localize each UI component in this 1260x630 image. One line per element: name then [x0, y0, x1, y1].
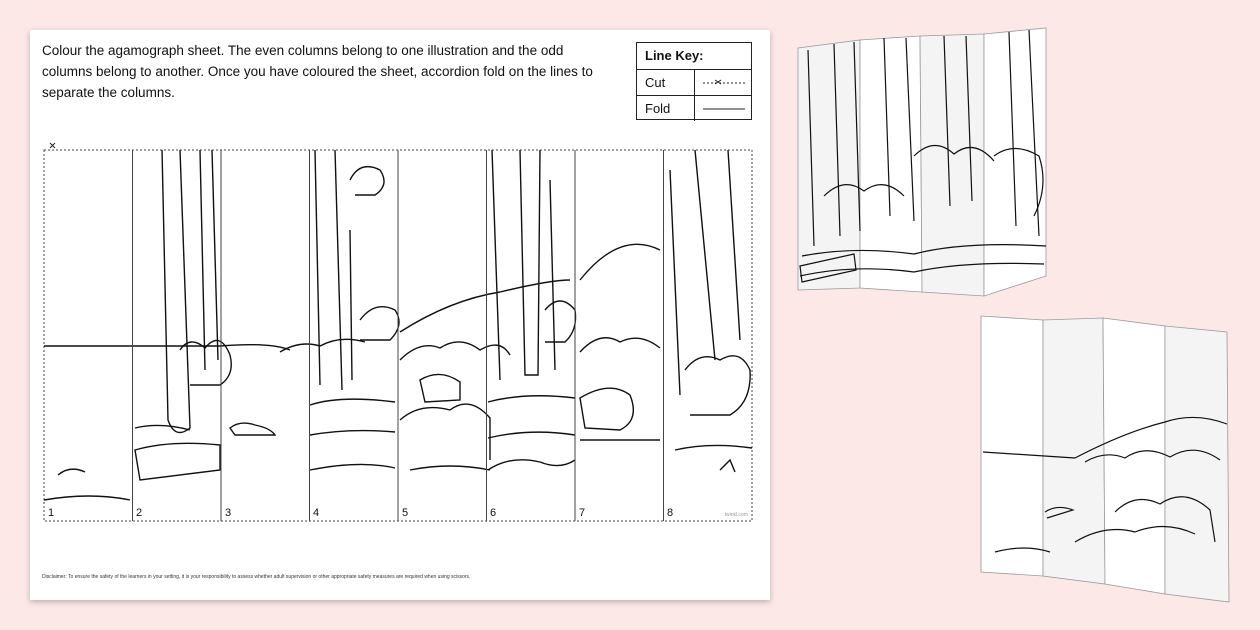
line-key-title: Line Key: — [637, 43, 751, 70]
column-number-3: 3 — [225, 507, 232, 519]
instructions-text: Colour the agamograph sheet. The even columns belong to one illustration and the odd columns belong to another. Once you have coloured the sheet, accordion fold on the lines to separate the columns. — [42, 43, 593, 100]
column-number-1: 1 — [48, 507, 55, 519]
column-numbers — [48, 507, 673, 519]
scissors-icon — [50, 143, 55, 148]
column-number-8: 8 — [667, 507, 674, 519]
agamograph-strips — [30, 30, 770, 600]
column-number-5: 5 — [402, 507, 409, 519]
fold-lines — [133, 150, 664, 521]
watermark: twinkl.com — [724, 512, 748, 518]
even-column-forest — [135, 150, 752, 480]
line-key-cut-label: Cut — [637, 70, 695, 95]
line-key-fold-label: Fold — [637, 96, 695, 121]
folded-agamograph-forest — [794, 26, 1054, 318]
column-number-6: 6 — [490, 507, 497, 519]
column-number-4: 4 — [313, 507, 320, 519]
folded-strips-landscape — [981, 316, 1229, 602]
column-number-2: 2 — [136, 507, 143, 519]
column-number-7: 7 — [579, 507, 586, 519]
agamograph-worksheet — [30, 30, 770, 600]
folded-agamograph-landscape — [975, 312, 1237, 604]
disclaimer-text: Disclaimer: To ensure the safety of the learners in your setting, it is your responsibility to assess whether adult supervision or other appropriate safety measures are required when using scissors. — [42, 574, 471, 580]
